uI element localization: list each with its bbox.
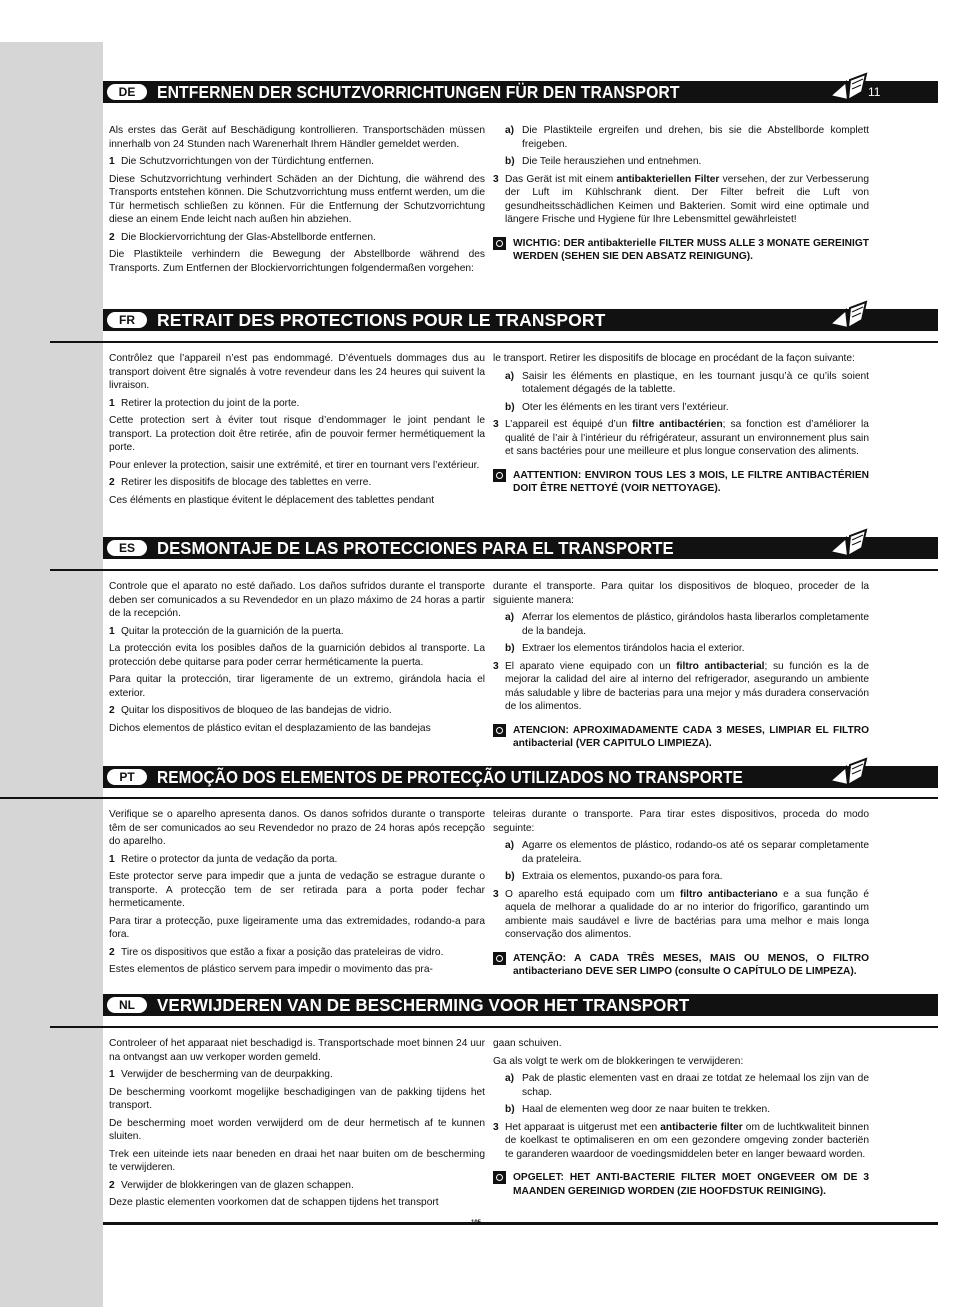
section-right-column-nl <box>493 1037 869 1198</box>
sub-item: b) Oter les éléments en les tirant vers l’extérieur. <box>505 401 729 413</box>
paragraph: Ces éléments en plastique évitent le déplacement des tablettes pendant <box>109 494 435 506</box>
section-title: REMOÇÃO DOS ELEMENTOS DE PROTECÇÃO UTILIZADOS NO TRANSPORTE <box>157 767 743 787</box>
section-header-de <box>103 81 938 103</box>
section-left-column-fr <box>109 352 485 511</box>
sub-item: a) Saisir les éléments en plastique, en les tournant jusqu’à ce qu’ils soient totalement dégagés de la tablette. <box>505 370 869 395</box>
intro-paragraph: Controle que el aparato no esté dañado. Los daños sufridos durante el transporte deben ser comunicados a su Revendedor en un plazo máximo de 24 horas a partir de la recepción. <box>109 581 485 619</box>
list-item: 1 Die Schutzvorrichtungen von der Türdichtung entfernen. <box>109 156 374 167</box>
section-left-column-pt <box>109 808 485 981</box>
paragraph: Diese Schutzvorrichtung verhindert Schäden an der Dichtung, die während des Transports entstehen können. Die Schutzvorrichtung muss entfernt werden, um die Tür hermetisch schließen zu können. Für die Entfernung der Schutzvorrichtung diese an einem Ende leicht nach außen hin abziehen. <box>109 173 485 225</box>
language-badge: ES <box>107 540 147 556</box>
paragraph: De bescherming voorkomt mogelijke beschadigingen van de pakking tijdens het transport. <box>109 1086 485 1111</box>
paragraph: Pour enlever la protection, saisir une extrémité, et tirer en tournant vers l’extérieur. <box>109 459 480 471</box>
section-title: ENTFERNEN DER SCHUTZVORRICHTUNGEN FÜR DEN TRANSPORT <box>157 82 680 102</box>
section-title: DESMONTAJE DE LAS PROTECCIONES PARA EL TRANSPORTE <box>157 538 674 558</box>
list-item: 1 Retirer la protection du joint de la porte. <box>109 397 300 409</box>
open-book-icon <box>826 300 870 332</box>
section-right-column-pt <box>493 808 869 979</box>
warning-note: ATENÇÃO: A CADA TRÊS MESES, MAIS OU MENOS, O FILTRO antibacteriano DEVE SER LIMPO (consulte O CAPÍTULO DE LIMPEZA). <box>493 952 869 979</box>
paragraph: Deze plastic elementen voorkomen dat de schappen tijdens het transport <box>109 1197 439 1208</box>
paragraph: le transport. Retirer les dispositifs de blocage en procédant de la façon suivante: <box>493 353 855 364</box>
paragraph: teleiras durante o transporte. Para tirar estes dispositivos, proceda do modo seguinte: <box>493 809 869 834</box>
paragraph: Estes elementos de plástico servem para impedir o movimento das pra- <box>109 964 433 975</box>
open-book-icon <box>826 528 870 560</box>
paragraph: De bescherming moet worden verwijderd om de deur hermetisch af te kunnen sluiten. <box>109 1117 485 1142</box>
language-badge: PT <box>107 769 147 785</box>
warning-icon <box>493 1171 506 1184</box>
language-badge: FR <box>107 312 147 328</box>
section-title: VERWIJDEREN VAN DE BESCHERMING VOOR HET TRANSPORT <box>157 995 690 1015</box>
paragraph: La protección evita los posibles daños de la guarnición debidos al transporte. La protección debe quitarse para poder cerrar herméticamente la puerta. <box>109 643 485 668</box>
intro-paragraph: Als erstes das Gerät auf Beschädigung kontrollieren. Transportschäden müssen innerhalb von 24 Stunden nach Warenerhalt Ihrem Händler gemeldet werden. <box>109 125 485 150</box>
intro-paragraph: Contrôlez que l’appareil n’est pas endommagé. D’éventuels dommages dus au transport doivent être signalés à votre revendeur dans les 24 heures qui suivent la livraison. <box>109 353 485 391</box>
section-divider <box>0 797 938 799</box>
list-item: 1 Verwijder de bescherming van de deurpakking. <box>109 1069 333 1080</box>
warning-icon <box>493 724 506 737</box>
page-bottom-rule <box>103 1222 938 1225</box>
list-item: 2 Verwijder de blokkeringen van de glazen schappen. <box>109 1179 354 1191</box>
section-left-column-de <box>109 124 485 279</box>
section-header-nl <box>103 994 938 1016</box>
section-right-column-de <box>493 124 869 264</box>
paragraph: Para quitar la protección, tirar ligeramente de un extremo, girándola hacia el exterior. <box>109 674 485 699</box>
list-item: 3 Das Gerät ist mit einem antibakteriellen Filter versehen, der zur Verbesserung der Luft im Kühlschrank dient. Der Filter befreit die Luft von gesundheitsschädlichen Keimen und Bakterien. Somit wird eine optimale und längere Frische und Hygiene für Ihre Lebensmittel gewährleistet! <box>493 173 869 225</box>
sub-item: b) Haal de elementen weg door ze naar buiten te trekken. <box>505 1104 771 1115</box>
open-book-icon <box>826 72 870 104</box>
warning-note: ATENCION: APROXIMADAMENTE CADA 3 MESES, LIMPIAR EL FILTRO antibacterial (VER CAPITULO LIMPIEZA). <box>493 724 869 751</box>
footer-code: 195 <box>471 1220 482 1226</box>
section-divider <box>50 341 938 343</box>
sub-item: a) Aferrar los elementos de plástico, girándolos hasta liberarlos completamente de la bandeja. <box>505 612 869 637</box>
paragraph: Para tirar a protecção, puxe ligeiramente uma das extremidades, rodando-a para fora. <box>109 915 485 940</box>
paragraph: Die Plastikteile verhindern die Bewegung der Abstellborde während des Transports. Zum Entfernen der Blockiervorrichtungen folgendermaßen vorgehen: <box>109 249 485 274</box>
paragraph: Este protector serve para impedir que a junta de vedação se estrague durante o transporte. A protecção tem de ser retirada para a porta poder fechar hermeticamente. <box>109 871 485 909</box>
paragraph: Trek een uiteinde iets naar beneden en draai het naar buiten om de bescherming te verwijderen. <box>109 1148 485 1173</box>
sub-item: b) Extraer los elementos tirándolos hacia el exterior. <box>505 643 745 654</box>
list-item: 1 Retire o protector da junta de vedação da porta. <box>109 853 338 865</box>
paragraph: gaan schuiven. <box>493 1038 562 1049</box>
section-header-fr <box>103 309 938 331</box>
intro-paragraph: Verifique se o aparelho apresenta danos. Os danos sofridos durante o transporte têm de ser comunicados ao seu Revendedor no prazo de 24 horas após recepção do aparelho. <box>109 809 485 847</box>
section-header-pt <box>103 766 938 788</box>
page-number: 11 <box>868 85 881 99</box>
list-item: 3 O aparelho está equipado com um filtro antibacteriano e a sua função é aquela de melhorar a qualidade do ar no interior do frigorífico, garantindo um ambiente mais saudável e livre de bactérias para uma melhor e mais longa conservação dos alimentos. <box>493 888 869 940</box>
paragraph: Dichos elementos de plástico evitan el desplazamiento de las bandejas <box>109 722 431 734</box>
sub-item: b) Extraia os elementos, puxando-os para fora. <box>505 871 723 882</box>
section-right-column-fr <box>493 352 869 496</box>
list-item: 2 Die Blockiervorrichtung der Glas-Abstellborde entfernen. <box>109 231 376 243</box>
section-left-column-es <box>109 580 485 739</box>
section-title: RETRAIT DES PROTECTIONS POUR LE TRANSPORT <box>157 310 606 330</box>
list-item: 2 Retirer les dispositifs de blocage des tablettes en verre. <box>109 477 372 488</box>
warning-note: WICHTIG: DER antibakterielle FILTER MUSS ALLE 3 MONATE GEREINIGT WERDEN (SEHEN SIE DEN ABSATZ REINIGUNG). <box>493 237 869 264</box>
top-margin <box>0 0 954 42</box>
section-header-es <box>103 537 938 559</box>
warning-icon <box>493 237 506 250</box>
sub-item: a) Die Plastikteile ergreifen und drehen, bis sie die Abstellborde komplett freigeben. <box>505 125 869 150</box>
warning-note: OPGELET: HET ANTI-BACTERIE FILTER MOET ONGEVEER OM DE 3 MAANDEN GEREINIGD WORDEN (ZIE HOOFDSTUK REINIGING). <box>493 1171 869 1198</box>
open-book-icon <box>826 757 870 789</box>
list-item: 2 Quitar los dispositivos de bloqueo de las bandejas de vidrio. <box>109 705 392 716</box>
paragraph: Cette protection sert à éviter tout risque d’endommager le joint pendant le transport. La protection doit être retirée, afin de pouvoir fermer hermétiquement la porte. <box>109 415 485 453</box>
section-divider <box>50 569 938 571</box>
left-margin-bar <box>0 42 103 1307</box>
list-item: 3 Het apparaat is uitgerust met een antibacterie filter om de luchtkwaliteit binnen de koelkast te optimaliseren en om een gezondere omgeving zonder bacteriën te garanderen waardoor de voedingsmiddelen beter en langer bewaard worden. <box>493 1121 869 1160</box>
section-left-column-nl <box>109 1037 485 1214</box>
section-divider <box>50 1026 938 1028</box>
language-badge: DE <box>107 84 147 100</box>
paragraph: durante el transporte. Para quitar los dispositivos de bloqueo, proceder de la siguiente manera: <box>493 581 869 606</box>
warning-note: AATTENTION: ENVIRON TOUS LES 3 MOIS, LE FILTRE ANTIBACTÉRIEN DOIT ÊTRE NETTOYÉ (VOIR NETTOYAGE). <box>493 469 869 496</box>
paragraph: Ga als volgt te werk om de blokkeringen te verwijderen: <box>493 1055 744 1067</box>
language-badge: NL <box>107 997 147 1013</box>
sub-item: b) Die Teile herausziehen und entnehmen. <box>505 156 702 167</box>
intro-paragraph: Controleer of het apparaat niet beschadigd is. Transportschade moet binnen 24 uur na ontvangst aan uw verkoper worden gemeld. <box>109 1038 485 1063</box>
sub-item: a) Pak de plastic elementen vast en draai ze totdat ze helemaal los zijn van de schap. <box>505 1073 869 1098</box>
sub-item: a) Agarre os elementos de plástico, rodando-os até os separar completamente da prateleira. <box>505 840 869 865</box>
warning-icon <box>493 469 506 482</box>
section-right-column-es <box>493 580 869 751</box>
list-item: 1 Quitar la protección de la guarnición de la puerta. <box>109 625 344 637</box>
list-item: 2 Tire os dispositivos que estão a fixar a posição das prateleiras de vidro. <box>109 946 444 958</box>
list-item: 3 L’appareil est équipé d’un filtre antibactérien; sa fonction est d’améliorer la qualité de l’air à l’intérieur du réfrigérateur, assurant un environnement plus sain et sans bactéries pour une meilleure et plus longue conservation des aliments. <box>493 419 869 457</box>
warning-icon <box>493 952 506 965</box>
list-item: 3 El aparato viene equipado con un filtro antibacterial; su función es la de mejorar la calidad del aire al interno del refrigerador, asegurando un ambiente más saludable y libre de bacterias para una mejor y más duradera conservación de los alimentos. <box>493 660 869 712</box>
